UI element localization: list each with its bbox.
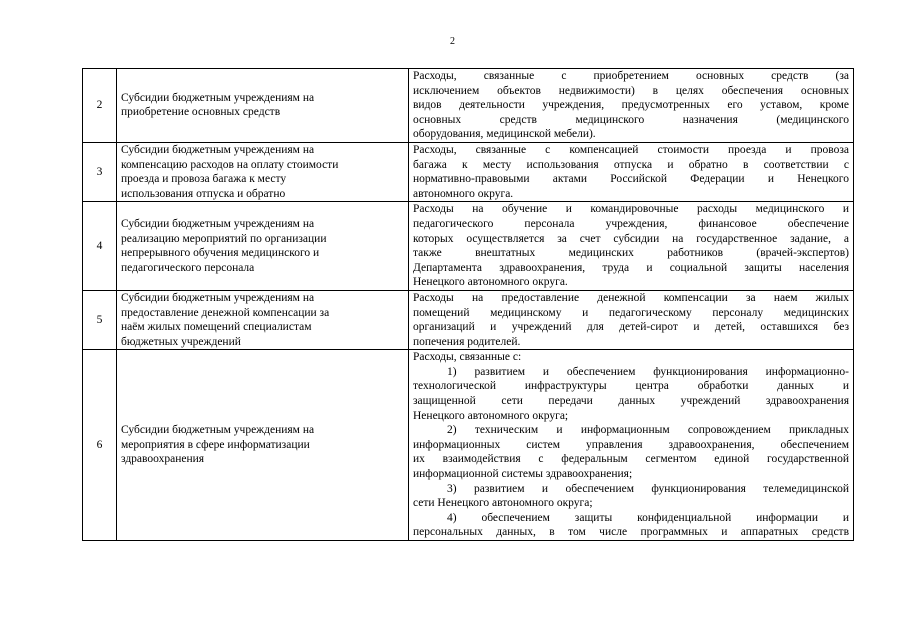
expense-description-line: помещений медицинскому и педагогическому персоналу медицинских xyxy=(413,306,849,319)
subsidy-name-line: мероприятия в сфере информатизации xyxy=(121,438,310,451)
expense-description-cell xyxy=(409,290,854,349)
expense-description-line: оборудования, медицинской мебели). xyxy=(413,128,596,141)
expense-description-line: которых осуществляется за счет субсидии на государственное задание, а xyxy=(413,232,849,245)
expense-description-line: основных средств медицинского назначения (медицинского xyxy=(413,113,849,126)
subsidy-name-line: Субсидии бюджетным учреждениям на xyxy=(121,143,315,156)
subsidy-name-cell xyxy=(117,69,409,143)
subsidy-name-cell xyxy=(117,350,409,541)
row-number: 2 xyxy=(83,69,117,143)
table-row xyxy=(83,202,854,291)
subsidy-name-line: использования отпуска и обратно xyxy=(121,187,286,200)
expense-description-line: организаций и учреждений для детей-сирот и детей, оставшихся без xyxy=(413,321,849,334)
expense-description-line: их взаимодействия с федеральным сегментом единой государственной xyxy=(413,453,849,466)
subsidy-name-cell xyxy=(117,290,409,349)
expense-description-line: Ненецкого автономного округа. xyxy=(413,276,568,289)
expense-description-line: Департамента здравоохранения, труда и социальной защиты населения xyxy=(413,261,849,274)
subsidy-name-line: бюджетных учреждений xyxy=(121,335,241,348)
subsidy-name-line: педагогического персонала xyxy=(121,261,255,274)
expense-description-cell xyxy=(409,69,854,143)
subsidy-name-line: Субсидии бюджетным учреждениям на xyxy=(121,91,315,104)
expense-description-line: информационных систем управления здравоохранения, обеспечением xyxy=(413,438,849,451)
row-number: 6 xyxy=(83,350,117,541)
expense-description-cell xyxy=(409,142,854,201)
expense-description-line: 4) обеспечением защиты конфиденциальной информации и xyxy=(447,511,849,524)
expense-description-line: 1) развитием и обеспечением функционирования информационно- xyxy=(447,365,849,378)
subsidy-name-cell xyxy=(117,202,409,291)
subsidy-name-cell xyxy=(117,142,409,201)
subsidy-name-line: здравоохранения xyxy=(121,453,205,466)
subsidy-name-line: предоставление денежной компенсации за xyxy=(121,306,330,319)
subsidy-name-line: непрерывного обучения медицинского и xyxy=(121,247,320,260)
expense-description-line: Расходы на обучение и командировочные расходы медицинского и xyxy=(413,203,849,216)
expense-description-line: информационной системы здравоохранения; xyxy=(413,468,633,481)
subsidy-name-line: реализацию мероприятий по организации xyxy=(121,232,327,245)
page-number: 2 xyxy=(450,36,455,47)
subsidy-name-line: Субсидии бюджетным учреждениям на xyxy=(121,291,315,304)
row-number: 4 xyxy=(83,202,117,291)
expense-description-line: также внештатных медицинских работников (врачей-экспертов) xyxy=(413,247,849,260)
subsidy-name-line: проезда и провоза багажа к месту xyxy=(121,173,287,186)
expense-description-line: 2) техническим и информационным сопровождением прикладных xyxy=(447,424,849,437)
table-row xyxy=(83,350,854,541)
row-number: 3 xyxy=(83,142,117,201)
expense-description-line: видов деятельности учреждения, предусмотренных его уставом, кроме xyxy=(413,99,849,112)
expense-description-line: Расходы, связанные с компенсацией стоимости проезда и провоза xyxy=(413,143,849,156)
row-number: 5 xyxy=(83,290,117,349)
table-row xyxy=(83,69,854,143)
expense-description-cell xyxy=(409,202,854,291)
expense-description-cell xyxy=(409,350,854,541)
expense-description-line: 3) развитием и обеспечением функционирования телемедицинской xyxy=(447,482,849,495)
expense-description-line: сети Ненецкого автономного округа; xyxy=(413,497,593,510)
table-body xyxy=(83,69,854,541)
expense-description-line: Расходы на предоставление денежной компенсации за наем жилых xyxy=(413,291,849,304)
expense-description-line: автономного округа. xyxy=(413,187,514,200)
expense-description-line: Ненецкого автономного округа; xyxy=(413,409,569,422)
subsidy-name-line: приобретение основных средств xyxy=(121,106,281,119)
table-row xyxy=(83,290,854,349)
expense-description-line: Расходы, связанные с приобретением основных средств (за xyxy=(413,70,849,82)
expense-description-line: персональных данных, в том числе программных и аппаратных средств xyxy=(413,526,849,539)
expense-description-line: технологической инфраструктуры центра обработки данных и xyxy=(413,380,849,393)
subsidies-table xyxy=(82,68,854,541)
subsidy-name-line: наём жилых помещений специалистам xyxy=(121,321,312,334)
expense-description-line: нормативно-правовыми актами Российской Федерации и Ненецкого xyxy=(413,173,849,186)
expense-description-line: исключением объектов недвижимости) в целях обеспечения основных xyxy=(413,84,849,97)
expense-description-line: педагогического персонала учреждения, финансовое обеспечение xyxy=(413,217,849,230)
expense-description-line: защищенной сети передачи данных учреждений здравоохранения xyxy=(413,395,849,408)
subsidy-name-line: компенсацию расходов на оплату стоимости xyxy=(121,158,339,171)
expense-description-line: багажа к месту использования отпуска и обратно в соответствии с xyxy=(413,158,849,171)
expense-description-line: попечения родителей. xyxy=(413,335,521,348)
subsidy-name-line: Субсидии бюджетным учреждениям на xyxy=(121,217,315,230)
expense-description-line: Расходы, связанные с: xyxy=(413,351,522,364)
table-row xyxy=(83,142,854,201)
subsidy-name-line: Субсидии бюджетным учреждениям на xyxy=(121,424,315,437)
